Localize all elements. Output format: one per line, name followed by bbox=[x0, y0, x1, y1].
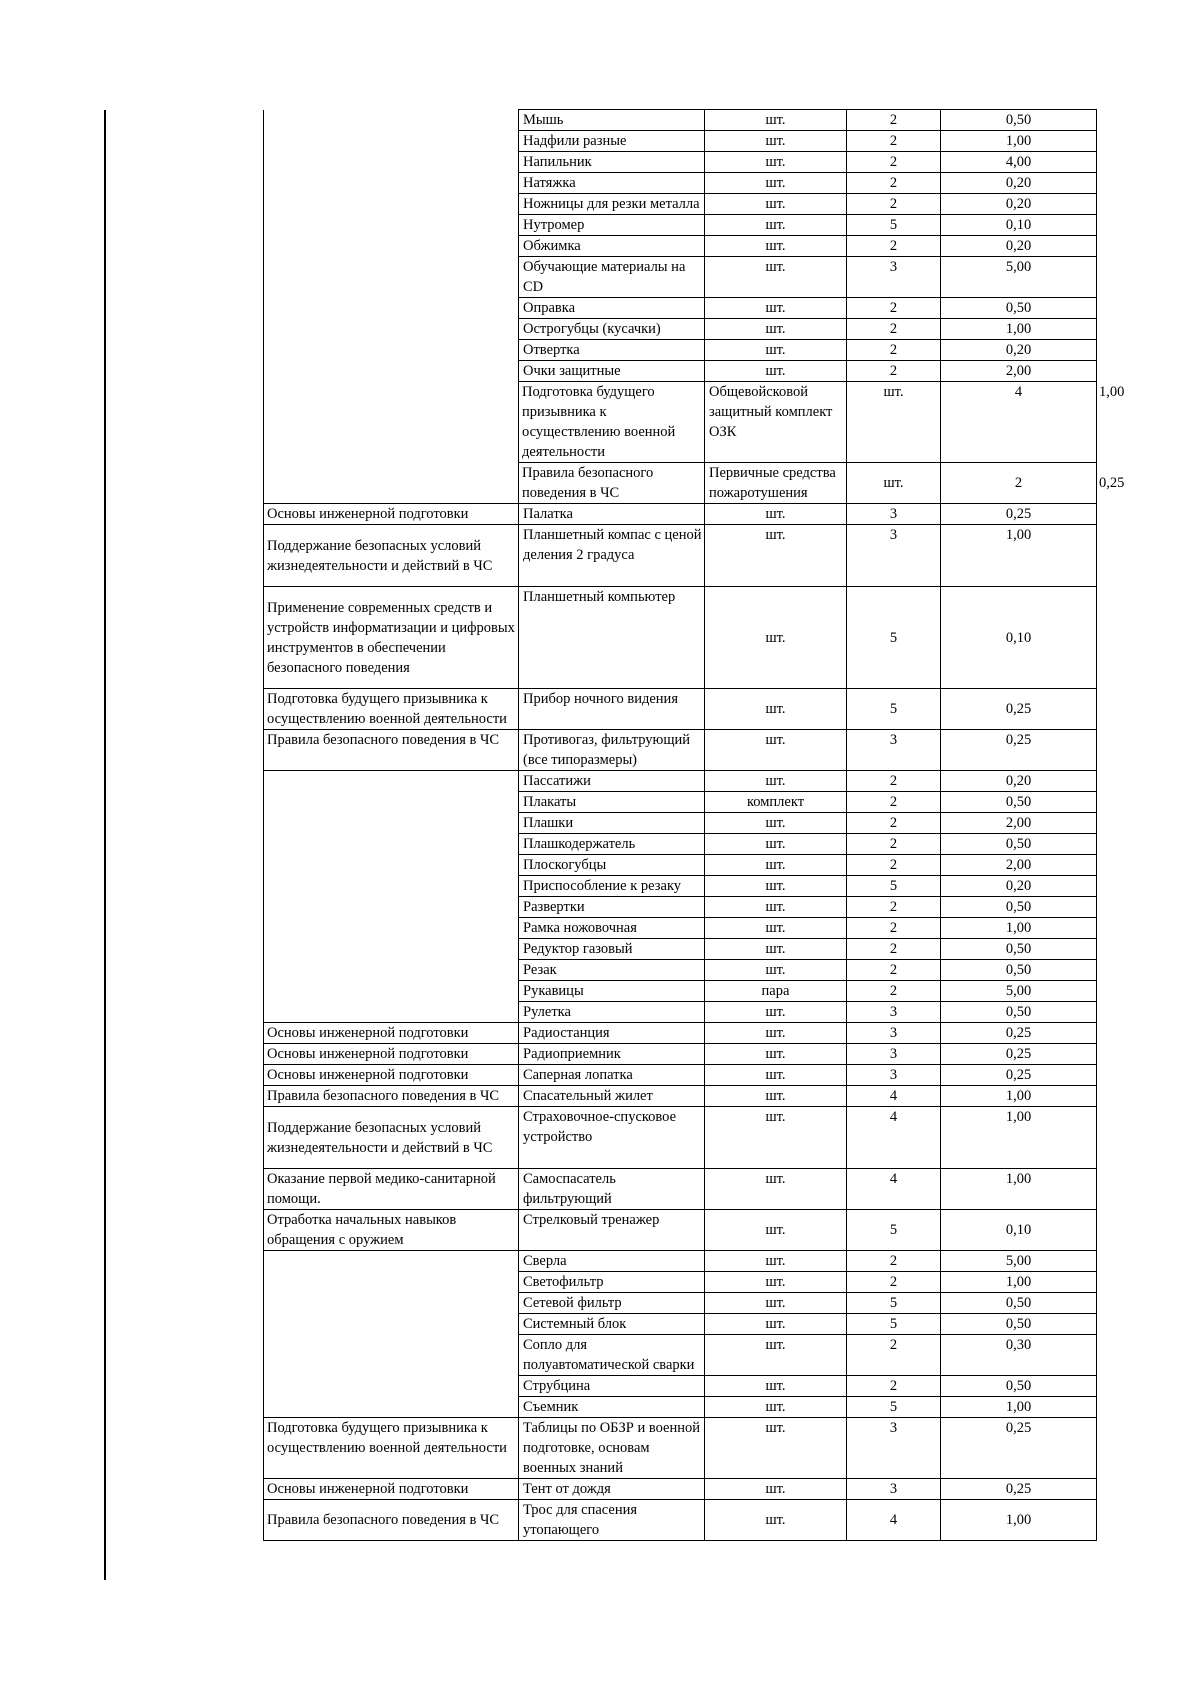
rate-cell: 1,00 bbox=[941, 1169, 1097, 1210]
item-name-cell: Отвертка bbox=[519, 340, 705, 361]
quantity-cell: 5 bbox=[847, 1210, 941, 1251]
item-name-cell: Сопло для полуавтоматической сварки bbox=[519, 1335, 705, 1376]
quantity-cell: 2 bbox=[847, 131, 941, 152]
topic-cell: Правила безопасного поведения в ЧС bbox=[264, 1086, 519, 1107]
item-name-cell: Плоскогубцы bbox=[519, 855, 705, 876]
item-name-cell: Страховочное-спусковое устройство bbox=[519, 1107, 705, 1169]
quantity-cell: 3 bbox=[847, 1023, 941, 1044]
rate-cell: 0,25 bbox=[941, 1418, 1097, 1479]
quantity-cell: 5 bbox=[847, 689, 941, 730]
table-row bbox=[264, 771, 1097, 792]
rate-cell: 0,25 bbox=[941, 1023, 1097, 1044]
quantity-cell: 2 bbox=[847, 361, 941, 382]
unit-cell: шт. bbox=[705, 1397, 847, 1418]
rate-cell: 0,20 bbox=[941, 771, 1097, 792]
unit-cell: шт. bbox=[705, 897, 847, 918]
unit-cell: шт. bbox=[705, 1002, 847, 1023]
item-name-cell: Плашкодержатель bbox=[519, 834, 705, 855]
unit-cell: шт. bbox=[705, 939, 847, 960]
item-name-cell: Радиостанция bbox=[519, 1023, 705, 1044]
rate-cell: 0,20 bbox=[941, 236, 1097, 257]
rate-cell: 1,00 bbox=[941, 1272, 1097, 1293]
item-name-cell: Оправка bbox=[519, 298, 705, 319]
rate-cell: 4,00 bbox=[941, 152, 1097, 173]
unit-cell: шт. bbox=[705, 504, 847, 525]
unit-cell: пара bbox=[705, 981, 847, 1002]
table-row bbox=[264, 1210, 1097, 1251]
table-row bbox=[264, 1169, 1097, 1210]
unit-cell: шт. bbox=[705, 1376, 847, 1397]
unit-cell: шт. bbox=[705, 215, 847, 236]
table-row bbox=[264, 525, 1097, 587]
item-name-cell: Резак bbox=[519, 960, 705, 981]
quantity-cell: 3 bbox=[847, 1044, 941, 1065]
rate-cell: 0,50 bbox=[941, 939, 1097, 960]
topic-cell: Основы инженерной подготовки bbox=[264, 1044, 519, 1065]
item-name-cell: Первичные средства пожаротушения bbox=[705, 463, 847, 504]
quantity-cell: 5 bbox=[847, 1397, 941, 1418]
table-row bbox=[264, 1500, 1097, 1541]
table-row bbox=[264, 1107, 1097, 1169]
rate-cell: 1,00 bbox=[941, 1107, 1097, 1169]
rate-cell: 0,50 bbox=[941, 298, 1097, 319]
rate-cell: 0,50 bbox=[941, 897, 1097, 918]
table-row bbox=[264, 1023, 1097, 1044]
item-name-cell: Противогаз, фильтрующий (все типоразмеры) bbox=[519, 730, 705, 771]
quantity-cell: 2 bbox=[847, 298, 941, 319]
item-name-cell: Трос для спасения утопающего bbox=[519, 1500, 705, 1541]
rate-cell: 1,00 bbox=[941, 1086, 1097, 1107]
item-name-cell: Тент от дождя bbox=[519, 1479, 705, 1500]
unit-cell: шт. bbox=[705, 340, 847, 361]
item-name-cell: Ножницы для резки металла bbox=[519, 194, 705, 215]
rate-cell: 1,00 bbox=[941, 918, 1097, 939]
quantity-cell: 2 bbox=[941, 463, 1097, 504]
table-row: Правила безопасного поведения в ЧС Первичные средства пожаротушения шт. 2 0,25 bbox=[264, 463, 1097, 504]
quantity-cell: 2 bbox=[847, 340, 941, 361]
rate-cell: 5,00 bbox=[941, 1251, 1097, 1272]
rate-cell: 0,10 bbox=[941, 587, 1097, 689]
unit-cell: шт. bbox=[705, 110, 847, 131]
unit-cell: комплект bbox=[705, 792, 847, 813]
equipment-table bbox=[263, 109, 1125, 1541]
item-name-cell: Мышь bbox=[519, 110, 705, 131]
quantity-cell: 3 bbox=[847, 1479, 941, 1500]
unit-cell: шт. bbox=[847, 463, 941, 504]
quantity-cell: 4 bbox=[847, 1086, 941, 1107]
table-row bbox=[264, 1418, 1097, 1479]
rate-cell: 0,25 bbox=[941, 1044, 1097, 1065]
table-row: Подготовка будущего призывника к осуществлению военной деятельности Общевойсковой защитный комплект ОЗК шт. 4 1,00 bbox=[264, 382, 1097, 463]
topic-cell: Основы инженерной подготовки bbox=[264, 1023, 519, 1044]
unit-cell: шт. bbox=[705, 960, 847, 981]
rate-cell: 5,00 bbox=[941, 257, 1097, 298]
item-name-cell: Приспособление к резаку bbox=[519, 876, 705, 897]
table-row bbox=[264, 1251, 1097, 1272]
unit-cell: шт. bbox=[705, 1314, 847, 1335]
item-name-cell: Струбцина bbox=[519, 1376, 705, 1397]
rate-cell: 1,00 bbox=[941, 1397, 1097, 1418]
quantity-cell: 2 bbox=[847, 834, 941, 855]
unit-cell: шт. bbox=[705, 194, 847, 215]
unit-cell: шт. bbox=[705, 876, 847, 897]
quantity-cell: 2 bbox=[847, 939, 941, 960]
unit-cell: шт. bbox=[705, 771, 847, 792]
left-margin-rule bbox=[104, 110, 106, 1580]
rate-cell: 0,30 bbox=[941, 1335, 1097, 1376]
unit-cell: шт. bbox=[705, 1335, 847, 1376]
unit-cell: шт. bbox=[705, 1086, 847, 1107]
quantity-cell: 2 bbox=[847, 855, 941, 876]
quantity-cell: 3 bbox=[847, 1418, 941, 1479]
quantity-cell: 4 bbox=[941, 382, 1097, 463]
quantity-cell: 5 bbox=[847, 215, 941, 236]
rate-cell: 1,00 bbox=[941, 319, 1097, 340]
quantity-cell: 2 bbox=[847, 1251, 941, 1272]
unit-cell: шт. bbox=[705, 1418, 847, 1479]
quantity-cell: 3 bbox=[847, 257, 941, 298]
rate-cell: 0,50 bbox=[941, 792, 1097, 813]
rate-cell: 0,50 bbox=[941, 1314, 1097, 1335]
section-cell bbox=[264, 1251, 519, 1418]
quantity-cell: 2 bbox=[847, 1376, 941, 1397]
topic-cell: Поддержание безопасных условий жизнедеятельности и действий в ЧС bbox=[264, 525, 519, 587]
topic-cell: Основы инженерной подготовки bbox=[264, 1479, 519, 1500]
quantity-cell: 2 bbox=[847, 792, 941, 813]
table-row bbox=[264, 504, 1097, 525]
item-name-cell: Таблицы по ОБЗР и военной подготовке, основам военных знаний bbox=[519, 1418, 705, 1479]
unit-cell: шт. bbox=[705, 236, 847, 257]
table-row bbox=[264, 689, 1097, 730]
item-name-cell: Общевойсковой защитный комплект ОЗК bbox=[705, 382, 847, 463]
quantity-cell: 2 bbox=[847, 236, 941, 257]
unit-cell: шт. bbox=[705, 1044, 847, 1065]
quantity-cell: 3 bbox=[847, 504, 941, 525]
unit-cell: шт. bbox=[705, 689, 847, 730]
item-name-cell: Напильник bbox=[519, 152, 705, 173]
item-name-cell: Планшетный компьютер bbox=[519, 587, 705, 689]
topic-cell: Правила безопасного поведения в ЧС bbox=[519, 463, 705, 504]
item-name-cell: Обжимка bbox=[519, 236, 705, 257]
item-name-cell: Саперная лопатка bbox=[519, 1065, 705, 1086]
rate-cell: 0,50 bbox=[941, 960, 1097, 981]
item-name-cell: Нутромер bbox=[519, 215, 705, 236]
quantity-cell: 2 bbox=[847, 1272, 941, 1293]
unit-cell: шт. bbox=[705, 1023, 847, 1044]
unit-cell: шт. bbox=[705, 152, 847, 173]
quantity-cell: 3 bbox=[847, 525, 941, 587]
item-name-cell: Очки защитные bbox=[519, 361, 705, 382]
unit-cell: шт. bbox=[705, 918, 847, 939]
rate-cell: 1,00 bbox=[941, 525, 1097, 587]
unit-cell: шт. bbox=[705, 361, 847, 382]
rate-cell: 1,00 bbox=[941, 1500, 1097, 1541]
item-name-cell: Системный блок bbox=[519, 1314, 705, 1335]
unit-cell: шт. bbox=[847, 382, 941, 463]
topic-cell: Правила безопасного поведения в ЧС bbox=[264, 730, 519, 771]
rate-cell: 0,50 bbox=[941, 834, 1097, 855]
item-name-cell: Сетевой фильтр bbox=[519, 1293, 705, 1314]
item-name-cell: Прибор ночного видения bbox=[519, 689, 705, 730]
unit-cell: шт. bbox=[705, 1500, 847, 1541]
unit-cell: шт. bbox=[705, 1479, 847, 1500]
rate-cell: 0,25 bbox=[941, 1065, 1097, 1086]
section-cell bbox=[264, 110, 519, 504]
quantity-cell: 2 bbox=[847, 1335, 941, 1376]
rate-cell: 2,00 bbox=[941, 813, 1097, 834]
unit-cell: шт. bbox=[705, 1272, 847, 1293]
topic-cell: Подготовка будущего призывника к осуществлению военной деятельности bbox=[264, 1418, 519, 1479]
item-name-cell: Самоспасатель фильтрующий bbox=[519, 1169, 705, 1210]
quantity-cell: 2 bbox=[847, 110, 941, 131]
rate-cell: 0,25 bbox=[941, 689, 1097, 730]
rate-cell: 0,50 bbox=[941, 1376, 1097, 1397]
quantity-cell: 5 bbox=[847, 1293, 941, 1314]
item-name-cell: Рукавицы bbox=[519, 981, 705, 1002]
table-row bbox=[264, 1065, 1097, 1086]
rate-cell: 0,25 bbox=[941, 730, 1097, 771]
item-name-cell: Пассатижи bbox=[519, 771, 705, 792]
item-name-cell: Острогубцы (кусачки) bbox=[519, 319, 705, 340]
quantity-cell: 2 bbox=[847, 173, 941, 194]
unit-cell: шт. bbox=[705, 1065, 847, 1086]
rate-cell: 0,25 bbox=[941, 504, 1097, 525]
quantity-cell: 3 bbox=[847, 730, 941, 771]
quantity-cell: 3 bbox=[847, 1065, 941, 1086]
quantity-cell: 2 bbox=[847, 918, 941, 939]
item-name-cell: Палатка bbox=[519, 504, 705, 525]
item-name-cell: Плакаты bbox=[519, 792, 705, 813]
item-name-cell: Светофильтр bbox=[519, 1272, 705, 1293]
quantity-cell: 4 bbox=[847, 1107, 941, 1169]
topic-cell: Правила безопасного поведения в ЧС bbox=[264, 1500, 519, 1541]
table-row bbox=[264, 110, 1097, 131]
unit-cell: шт. bbox=[705, 173, 847, 194]
rate-cell: 0,20 bbox=[941, 173, 1097, 194]
table-row bbox=[264, 1044, 1097, 1065]
quantity-cell: 2 bbox=[847, 194, 941, 215]
table-row bbox=[264, 1479, 1097, 1500]
quantity-cell: 3 bbox=[847, 1002, 941, 1023]
quantity-cell: 5 bbox=[847, 1314, 941, 1335]
quantity-cell: 4 bbox=[847, 1500, 941, 1541]
table-row bbox=[264, 730, 1097, 771]
topic-cell: Применение современных средств и устройств информатизации и цифровых инструментов в обеспечении безопасного поведения bbox=[264, 587, 519, 689]
item-name-cell: Натяжка bbox=[519, 173, 705, 194]
unit-cell: шт. bbox=[705, 730, 847, 771]
rate-cell: 0,25 bbox=[941, 1479, 1097, 1500]
unit-cell: шт. bbox=[705, 298, 847, 319]
rate-cell: 0,50 bbox=[941, 110, 1097, 131]
item-name-cell: Съемник bbox=[519, 1397, 705, 1418]
quantity-cell: 2 bbox=[847, 152, 941, 173]
unit-cell: шт. bbox=[705, 257, 847, 298]
quantity-cell: 4 bbox=[847, 1169, 941, 1210]
rate-cell: 0,20 bbox=[941, 876, 1097, 897]
item-name-cell: Планшетный компас с ценой деления 2 градуса bbox=[519, 525, 705, 587]
rate-cell: 5,00 bbox=[941, 981, 1097, 1002]
quantity-cell: 2 bbox=[847, 319, 941, 340]
topic-cell: Основы инженерной подготовки bbox=[264, 504, 519, 525]
item-name-cell: Сверла bbox=[519, 1251, 705, 1272]
rate-cell: 0,10 bbox=[941, 215, 1097, 236]
section-cell bbox=[264, 771, 519, 1023]
quantity-cell: 5 bbox=[847, 876, 941, 897]
unit-cell: шт. bbox=[705, 319, 847, 340]
rate-cell: 2,00 bbox=[941, 855, 1097, 876]
item-name-cell: Редуктор газовый bbox=[519, 939, 705, 960]
item-name-cell: Надфили разные bbox=[519, 131, 705, 152]
unit-cell: шт. bbox=[705, 834, 847, 855]
item-name-cell: Спасательный жилет bbox=[519, 1086, 705, 1107]
unit-cell: шт. bbox=[705, 525, 847, 587]
rate-cell: 0,10 bbox=[941, 1210, 1097, 1251]
unit-cell: шт. bbox=[705, 587, 847, 689]
rate-cell: 0,50 bbox=[941, 1293, 1097, 1314]
item-name-cell: Плашки bbox=[519, 813, 705, 834]
quantity-cell: 2 bbox=[847, 960, 941, 981]
quantity-cell: 5 bbox=[847, 587, 941, 689]
quantity-cell: 2 bbox=[847, 813, 941, 834]
unit-cell: шт. bbox=[705, 131, 847, 152]
topic-cell: Отработка начальных навыков обращения с оружием bbox=[264, 1210, 519, 1251]
table-row bbox=[264, 587, 1097, 689]
topic-cell: Основы инженерной подготовки bbox=[264, 1065, 519, 1086]
quantity-cell: 2 bbox=[847, 771, 941, 792]
quantity-cell: 2 bbox=[847, 981, 941, 1002]
item-name-cell: Рамка ножовочная bbox=[519, 918, 705, 939]
table-row bbox=[264, 1086, 1097, 1107]
unit-cell: шт. bbox=[705, 1251, 847, 1272]
unit-cell: шт. bbox=[705, 813, 847, 834]
quantity-cell: 2 bbox=[847, 897, 941, 918]
item-name-cell: Рулетка bbox=[519, 1002, 705, 1023]
rate-cell: 0,50 bbox=[941, 1002, 1097, 1023]
unit-cell: шт. bbox=[705, 1107, 847, 1169]
topic-cell: Подготовка будущего призывника к осуществлению военной деятельности bbox=[519, 382, 705, 463]
rate-cell: 1,00 bbox=[941, 131, 1097, 152]
item-name-cell: Развертки bbox=[519, 897, 705, 918]
topic-cell: Подготовка будущего призывника к осуществлению военной деятельности bbox=[264, 689, 519, 730]
rate-cell: 2,00 bbox=[941, 361, 1097, 382]
rate-cell: 0,20 bbox=[941, 340, 1097, 361]
unit-cell: шт. bbox=[705, 1293, 847, 1314]
item-name-cell: Радиоприемник bbox=[519, 1044, 705, 1065]
topic-cell: Оказание первой медико-санитарной помощи. bbox=[264, 1169, 519, 1210]
unit-cell: шт. bbox=[705, 855, 847, 876]
topic-cell: Поддержание безопасных условий жизнедеятельности и действий в ЧС bbox=[264, 1107, 519, 1169]
unit-cell: шт. bbox=[705, 1210, 847, 1251]
rate-cell: 0,20 bbox=[941, 194, 1097, 215]
item-name-cell: Обучающие материалы на CD bbox=[519, 257, 705, 298]
item-name-cell: Стрелковый тренажер bbox=[519, 1210, 705, 1251]
unit-cell: шт. bbox=[705, 1169, 847, 1210]
